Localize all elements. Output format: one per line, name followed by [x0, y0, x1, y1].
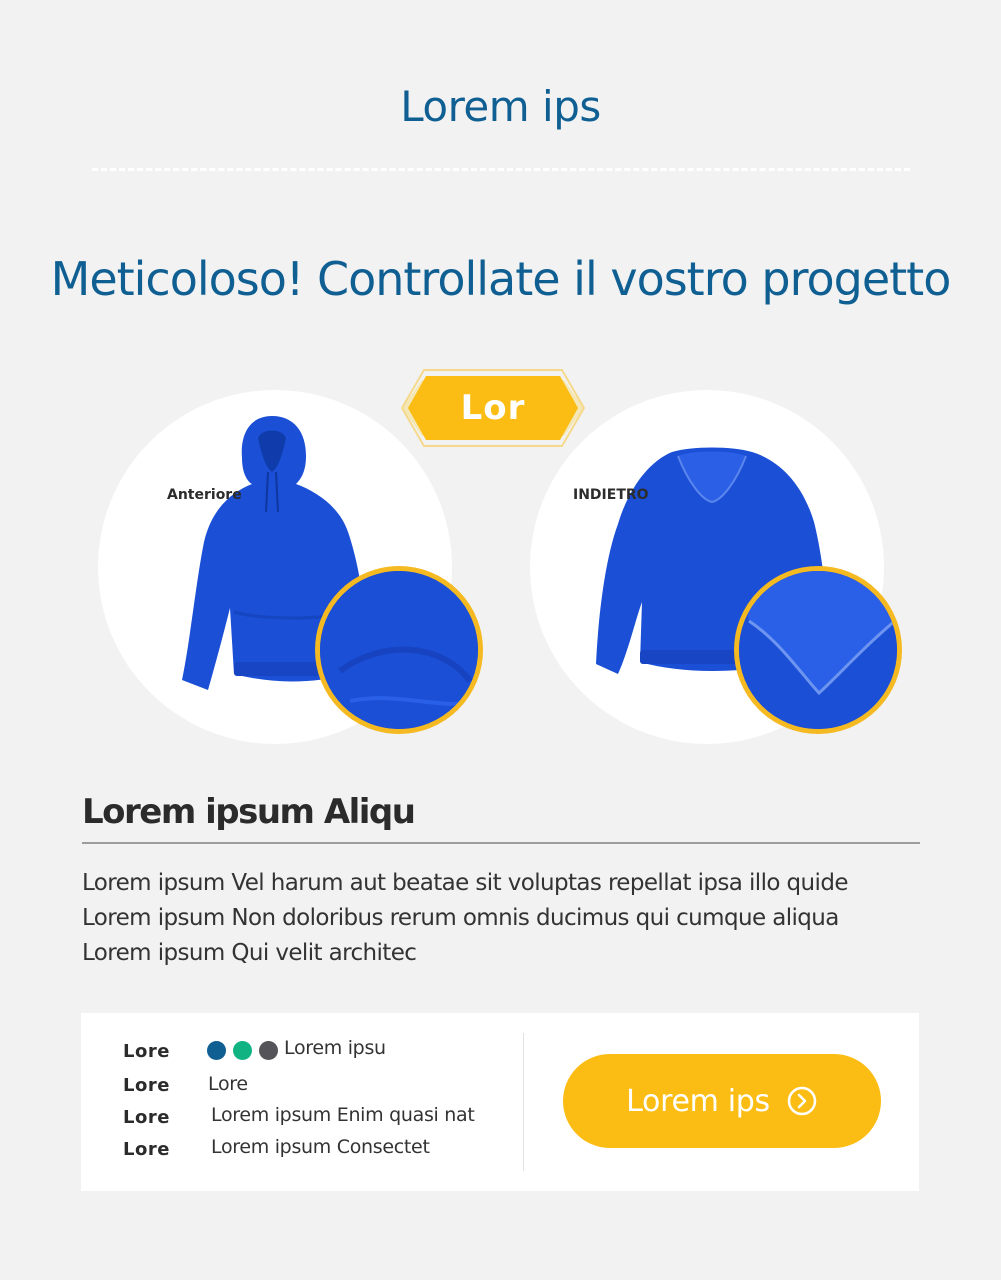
hood-detail-image	[739, 571, 902, 734]
spec-value: Lorem ipsu	[284, 1037, 386, 1059]
spec-key: Lore	[123, 1041, 170, 1062]
card-divider	[523, 1033, 524, 1171]
headline: Meticoloso! Controllate il vostro progetto	[50, 252, 951, 306]
spec-value: Lorem ipsum Enim quasi nat	[211, 1104, 475, 1126]
spec-key: Lore	[123, 1139, 170, 1160]
spec-key: Lore	[123, 1075, 170, 1096]
description-line: Lorem ipsum Qui velit architec	[82, 940, 417, 966]
description	[82, 866, 942, 971]
badge-label: Lor	[460, 388, 526, 428]
section-title: Lorem ipsum Aliqu	[82, 792, 415, 832]
description-line: Lorem ipsum Vel harum aut beatae sit voluptas repellat ipsa illo quide	[82, 870, 848, 896]
fabric-detail-image	[320, 571, 483, 734]
front-view-label: Anteriore	[167, 487, 242, 503]
color-swatch-blue[interactable]	[207, 1041, 226, 1060]
cta-button[interactable]	[563, 1054, 881, 1148]
badge	[400, 366, 586, 450]
back-detail-zoom	[734, 566, 902, 734]
dashed-divider	[92, 168, 910, 171]
back-view-label: INDIETRO	[573, 487, 649, 503]
front-detail-zoom	[315, 566, 483, 734]
spec-card	[81, 1013, 919, 1191]
spec-key: Lore	[123, 1107, 170, 1128]
color-swatch-gray[interactable]	[259, 1041, 278, 1060]
chevron-right-circle-icon	[786, 1085, 818, 1117]
page-title: Lorem ips	[400, 82, 601, 131]
spec-value: Lorem ipsum Consectet	[211, 1136, 430, 1158]
description-line: Lorem ipsum Non doloribus rerum omnis ducimus qui cumque aliqua	[82, 905, 839, 931]
color-swatch-green[interactable]	[233, 1041, 252, 1060]
section-rule	[82, 842, 920, 844]
cta-label: Lorem ips	[626, 1083, 770, 1119]
spec-value: Lore	[208, 1073, 248, 1095]
